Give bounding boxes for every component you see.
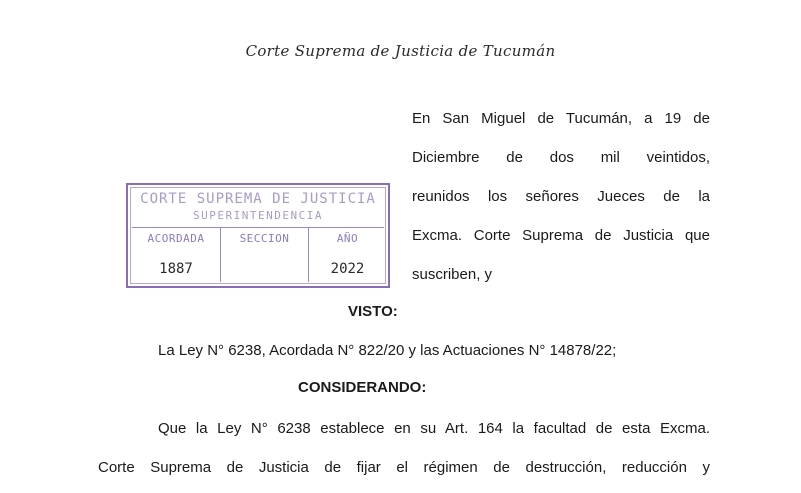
- stamp-subtitle: SUPERINTENDENCIA: [193, 209, 323, 222]
- stamp-acordada-number: 1887: [159, 261, 193, 277]
- considerando-line-2: Corte Suprema de Justicia de fijar el régimen de destrucción, reducción y: [98, 459, 710, 476]
- stamp-year: 2022: [330, 261, 365, 277]
- stamp-label-seccion: SECCION: [239, 232, 290, 245]
- stamp-divider: [132, 227, 384, 228]
- letterhead-title: Corte Suprema de Justicia de Tucumán: [245, 42, 556, 60]
- intro-line-3: reunidos los señores Jueces de la: [412, 188, 710, 205]
- considerando-line-1: Que la Ley N° 6238 establece en su Art. 164 la facultad de esta Excma.: [158, 420, 710, 437]
- intro-line-5: suscriben, y: [412, 266, 493, 283]
- considerando-heading: CONSIDERANDO:: [298, 379, 427, 396]
- intro-line-2: Diciembre de dos mil veintidos,: [412, 149, 710, 166]
- visto-heading: VISTO:: [348, 303, 398, 320]
- stamp-label-acordada: ACORDADA: [147, 232, 205, 245]
- stamp-title: CORTE SUPREMA DE JUSTICIA: [140, 191, 376, 207]
- stamp-label-ano: AÑO: [336, 232, 359, 245]
- intro-line-4: Excma. Corte Suprema de Justicia que: [412, 227, 710, 244]
- registration-stamp: [126, 183, 390, 288]
- visto-text: La Ley N° 6238, Acordada N° 822/20 y las Actuaciones N° 14878/22;: [158, 342, 617, 359]
- intro-line-1: En San Miguel de Tucumán, a 19 de: [412, 110, 710, 127]
